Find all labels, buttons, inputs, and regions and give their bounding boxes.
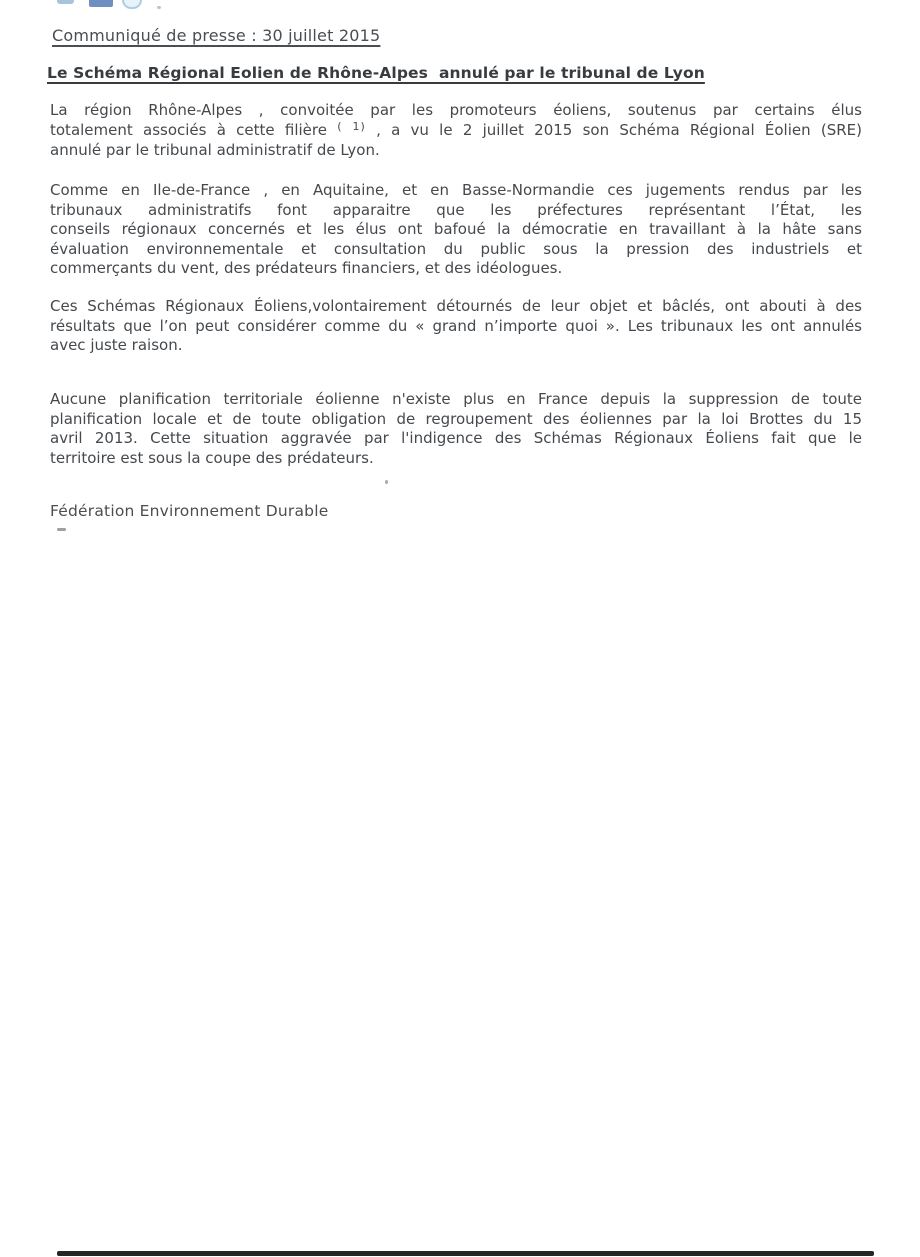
press-release-date: Communiqué de presse : 30 juillet 2015 xyxy=(52,26,381,45)
cropped-icon-strip xyxy=(0,0,920,12)
cropped-share-icon-2[interactable] xyxy=(89,0,113,7)
paragraph xyxy=(50,101,862,161)
paragraph-line xyxy=(50,121,862,142)
paragraph xyxy=(50,181,862,279)
signature-line: Fédération Environnement Durable xyxy=(50,502,329,520)
cropped-share-icon-3[interactable] xyxy=(122,0,142,9)
paragraph-line: évaluation environnementale et consultation du public sous la pression des industriels et xyxy=(50,239,862,258)
paragraph-line: conseils régionaux concernés et les élus ont bafoué la démocratie en travaillant à la hâte sans xyxy=(50,220,862,238)
paragraph-line: résultats que l’on peut considérer comme du « grand n’importe quoi ». Les tribunaux les ont annulés xyxy=(50,316,862,335)
paragraph-line: tribunaux administratifs font apparaitre que les préfectures représentant l’État, les xyxy=(50,200,862,219)
paragraph xyxy=(50,297,862,356)
scan-speck xyxy=(57,528,66,531)
paragraph xyxy=(50,390,862,468)
paragraph-line: territoire est sous la coupe des prédateurs. xyxy=(50,448,374,467)
paragraph-line: planification locale et de toute obligation de regroupement des éoliennes par la loi Brottes du 15 xyxy=(50,409,862,428)
line-text: , a vu le 2 juillet 2015 son Schéma Régional Éolien (SRE) xyxy=(365,120,863,139)
paragraph-line: Aucune planification territoriale éolienne n'existe plus en France depuis la suppression de toute xyxy=(50,390,862,408)
paragraph-line: La région Rhône-Alpes , convoitée par les promoteurs éoliens, soutenus par certains élus xyxy=(50,101,862,119)
paragraph-line: commerçants du vent, des prédateurs financiers, et des idéologues. xyxy=(50,259,563,277)
scan-edge-bar xyxy=(57,1251,874,1256)
paragraph-line: avec juste raison. xyxy=(50,336,183,354)
line-text: totalement associés à cette filière xyxy=(50,120,338,139)
paragraph-line: Ces Schémas Régionaux Éoliens,volontairement détournés de leur objet et bâclés, ont abouti à des xyxy=(50,297,862,315)
document-title: Le Schéma Régional Eolien de Rhône-Alpes annulé par le tribunal de Lyon xyxy=(47,64,705,82)
scan-speck xyxy=(157,6,161,9)
scan-speck xyxy=(385,480,388,484)
paragraph-line: Comme en Ile-de-France , en Aquitaine, et en Basse-Normandie ces jugements rendus par les xyxy=(50,181,862,199)
cropped-share-icon-1[interactable] xyxy=(57,0,74,4)
footnote-marker: ( 1) xyxy=(337,119,366,133)
paragraph-line: annulé par le tribunal administratif de Lyon. xyxy=(50,141,380,159)
paragraph-line: avril 2013. Cette situation aggravée par l'indigence des Schémas Régionaux Éoliens fait que le xyxy=(50,429,862,447)
